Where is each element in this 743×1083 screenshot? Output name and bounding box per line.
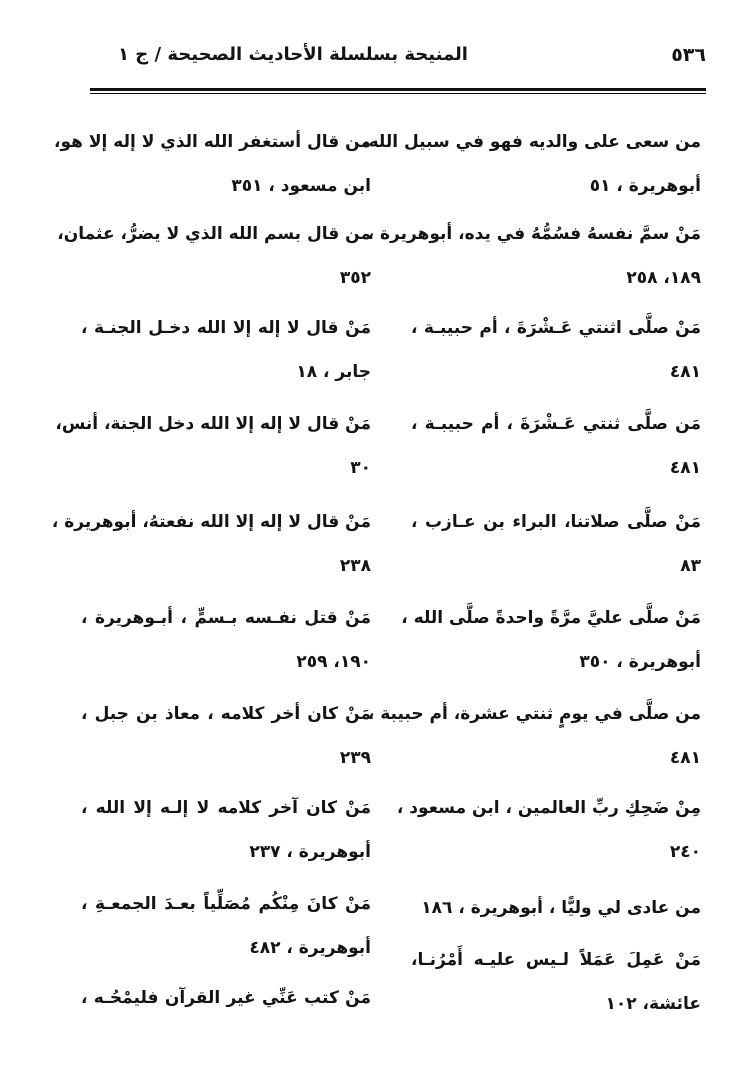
index-entry — [81, 882, 371, 970]
entry-reference: ٨٣ — [680, 556, 701, 576]
page-number: ٥٣٦ — [671, 44, 706, 66]
index-entry — [81, 692, 371, 780]
entry-reference: أبوهريرة ، ٢٣٧ — [249, 842, 371, 862]
entry-text: مَنْ قال لا إله إلا الله نفعتهُ، أبوهريرة ، — [51, 512, 371, 532]
index-entry — [396, 786, 701, 874]
index-entry — [362, 120, 701, 208]
entry-reference: ١٩٠، ٢٥٩ — [296, 652, 371, 672]
index-entry — [411, 886, 701, 930]
entry-text: مَنْ قال لا إله إلا الله دخل الجنة، أنس، — [55, 414, 371, 434]
page-header — [96, 44, 706, 76]
entry-reference: ٤٨١ — [669, 362, 701, 382]
index-entry — [401, 596, 701, 684]
entry-text: مَنْ كانَ مِنْكُم مُصَلِّياً بعـدَ الجمعـةِ ، — [81, 894, 371, 914]
header-rule-thin — [90, 93, 706, 94]
entry-text: مَن صلَّى ثنتي عَـشْرَةَ ، أم حبيبـة ، — [411, 414, 701, 434]
index-entry — [51, 500, 371, 588]
entry-text: مَنْ صلَّى صلاتنا، البراء بن عـازب ، — [411, 512, 701, 532]
entry-text: مَنْ كتب عَنِّي غير القرآن فليمْحُـه ، — [81, 988, 371, 1008]
index-entry — [411, 500, 701, 588]
entry-reference: أبوهريرة ، ٥١ — [589, 176, 701, 196]
entry-reference: ٣٥٢ — [339, 268, 371, 288]
index-entry — [81, 596, 371, 684]
index-entry — [57, 212, 371, 300]
entry-reference: أبوهريرة ، ٤٨٢ — [249, 938, 371, 958]
entry-reference: ٤٨١ — [669, 748, 701, 768]
index-entry — [81, 976, 371, 1020]
entry-text: مَنْ قتل نفـسه بـسمٍّ ، أبـوهريرة ، — [81, 608, 371, 628]
entry-reference: ٣٠ — [350, 458, 371, 478]
running-title: المنيحة بسلسلة الأحاديث الصحيحة / ج ١ — [118, 44, 468, 65]
index-entry — [411, 306, 701, 394]
index-entry — [54, 120, 371, 208]
index-entry — [411, 402, 701, 490]
index-entry — [81, 786, 371, 874]
entry-reference: ٢٣٨ — [339, 556, 371, 576]
entry-text: مَنْ سمَّ نفسهُ فسُمُّهُ في يده، أبوهريرة ، — [367, 224, 701, 244]
entry-text: مَنْ عَمِلَ عَمَلاً لـيس عليـه أَمْرُنـا، — [411, 950, 701, 970]
entry-text: مَنْ كان آخر كلامه لا إلـه إلا الله ، — [81, 798, 371, 818]
entry-reference: جابر ، ١٨ — [296, 362, 371, 382]
index-entry — [367, 692, 701, 780]
entry-reference: ٤٨١ — [669, 458, 701, 478]
entry-text: من عادى لي وليًّا ، أبوهريرة ، ١٨٦ — [421, 898, 701, 918]
entry-reference: أبوهريرة ، ٣٥٠ — [579, 652, 701, 672]
index-entry — [367, 212, 701, 300]
entry-text: من صلَّى في يومٍ ثنتي عشرة، أم حبيبة ، — [367, 704, 701, 724]
entry-reference: عائشة، ١٠٢ — [605, 994, 701, 1014]
entry-reference: ٢٣٩ — [339, 748, 371, 768]
index-entry — [411, 938, 701, 1026]
entry-text: من سعى على والديه فهو في سبيل الله، — [362, 132, 701, 152]
entry-reference: ابن مسعود ، ٣٥١ — [231, 176, 371, 196]
entry-text: مَنْ كان أخر كلامه ، معاذ بن جبل ، — [81, 704, 371, 724]
entry-text: مِنْ ضَحِكِ ربِّ العالمين ، ابن مسعود ، — [396, 798, 701, 818]
header-rule-thick — [90, 88, 706, 91]
entry-reference: ١٨٩، ٢٥٨ — [626, 268, 701, 288]
entry-text: مَنْ قال لا إله إلا الله دخـل الجنـة ، — [81, 318, 371, 338]
entry-text: من قال أستغفر الله الذي لا إله إلا هو، — [54, 132, 371, 152]
entry-text: من قال بسم الله الذي لا يضرُّ، عثمان، — [57, 224, 371, 244]
entry-text: مَنْ صلَّى عليَّ مرَّةً واحدةً صلَّى الله ، — [401, 608, 701, 628]
index-entry — [55, 402, 371, 490]
index-entry — [81, 306, 371, 394]
entry-text: مَنْ صلَّى اثنتي عَـشْرَةَ ، أم حبيبـة ، — [411, 318, 701, 338]
entry-reference: ٢٤٠ — [669, 842, 701, 862]
